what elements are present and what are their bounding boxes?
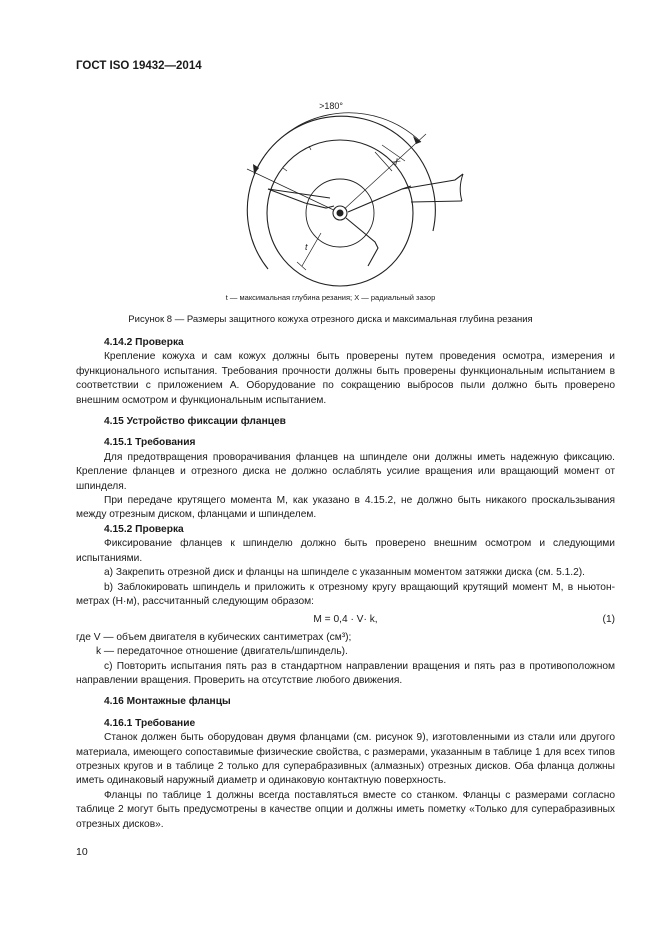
where-v: где V — объем двигателя в кубических сантиметрах (см³);: [76, 631, 352, 643]
paragraph: Крепление кожуха и сам кожух должны быть проверены путем проведения осмотра, измерения и функционального испытания. Требования прочности должны быть проверены функциональным испытанием в соответствии с приложением А. Оборудование по сокращению выбросов пыли должно быть проверено внешним осмотром и функциональным испытанием.: [76, 351, 615, 406]
formula-text: M = 0,4 · V· k,: [313, 614, 378, 626]
where-k: k — передаточное отношение (двигатель/шпиндель).: [96, 646, 348, 658]
list-item-a: а) Закрепить отрезной диск и фланцы на шпинделе с указанным моментом затяжки диска (см. 5.1.2).: [104, 567, 586, 579]
figure-caption: Рисунок 8 — Размеры защитного кожуха отрезного диска и максимальная глубина резания: [128, 314, 533, 325]
paragraph: Фиксирование фланцев к шпинделю должно быть проверено внешним осмотром и следующими испытаниями.: [76, 538, 615, 564]
heading-4-16: 4.16 Монтажные фланцы: [104, 696, 231, 708]
body-text: [76, 336, 615, 832]
label-x: X: [390, 155, 402, 168]
formula-number: (1): [602, 614, 615, 626]
figure-8: [0, 90, 661, 305]
list-item-b: b) Заблокировать шпиндель и приложить к отрезному кругу вращающий крутящий момент М, в ньютон-метрах (Н·м), рассчитанный следующим образом:: [76, 581, 615, 607]
heading-4-15: 4.15 Устройство фиксации фланцев: [104, 416, 286, 428]
guard-diagram: [0, 90, 661, 305]
paragraph: Фланцы по таблице 1 должны всегда поставляться вместе со станком. Фланцы с размерами согласно таблице 2 могут быть предусмотрены в качестве опции и должны иметь пометку «Только для суперабразивных отрезных дисков».: [76, 789, 615, 830]
heading-4-16-1: 4.16.1 Требование: [104, 717, 196, 729]
document-header: ГОСТ ISO 19432—2014: [76, 60, 202, 72]
paragraph: При передаче крутящего момента М, как указано в 4.15.2, не должно быть никакого проскальзывания между отрезным диском, фланцами и шпинделем.: [76, 495, 615, 521]
paragraph: Для предотвращения проворачивания фланцев на шпинделе они должны иметь надежную фиксацию. Крепление фланцев и отрезного диска не должно ослаблять усилие вращения или вращающий момент от шпинделя.: [76, 451, 615, 492]
formula-1: [76, 613, 615, 627]
figure-legend: t — максимальная глубина резания; X — радиальный зазор: [225, 293, 436, 302]
spindle: [337, 210, 344, 217]
heading-4-15-1: 4.15.1 Требования: [104, 437, 196, 449]
label-t: t: [305, 242, 308, 252]
page-number: 10: [76, 846, 88, 858]
paragraph: Станок должен быть оборудован двумя фланцами (см. рисунок 9), изготовленными из стали или другого материала, имеющего сопоставимые физические свойства, с размерами, указанным в таблице 1 для всех типов отрезных кругов и в таблице 2 только для суперабразивных (алмазных) отрезных дисков. Оба фланца должны иметь одинаковый наружный диаметр и одинаковую контактную поверхность.: [76, 732, 615, 787]
angle-label: >180°: [319, 101, 343, 111]
heading-4-14-2: 4.14.2 Проверка: [104, 337, 184, 348]
list-item-c: с) Повторить испытания пять раз в стандартном направлении вращения и пять раз в противоположном направлении вращения. Проверить на отсутствие любого движения.: [76, 660, 615, 686]
heading-4-15-2: 4.15.2 Проверка: [104, 523, 184, 535]
